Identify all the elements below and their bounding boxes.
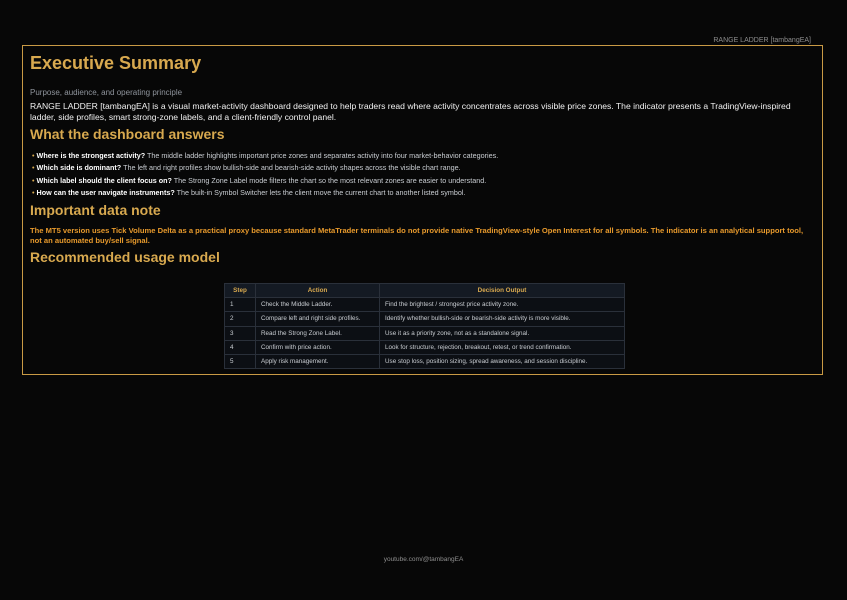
data-note-text: The MT5 version uses Tick Volume Delta as a practical proxy because standard MetaTrader terminals do not provide native TradingView-style Open Interest for all symbols. The indicator is an analytical support tool, not an automated buy/sell signal.	[30, 226, 804, 245]
bullet-icon: •	[32, 151, 35, 160]
intro-paragraph: RANGE LADDER [tambangEA] is a visual market-activity dashboard designed to help traders read where activity concentrates across visible price zones. The indicator presents a TradingView-inspired ladder, side profiles, smart strong-zone labels, and a client-friendly control panel.	[30, 101, 791, 122]
page-title: Executive Summary	[30, 53, 202, 73]
step-cell: 1	[225, 298, 256, 312]
column-header-action: Action	[256, 284, 380, 298]
bullet-icon: •	[32, 163, 35, 173]
column-header-decision-output: Decision Output	[380, 284, 625, 298]
step-cell: 3	[225, 326, 256, 340]
list-item	[30, 150, 815, 162]
bullet-answer: The built-in Symbol Switcher lets the client move the current chart to another listed symbol.	[176, 187, 466, 197]
bullet-answer: The Strong Zone Label mode filters the chart so the most relevant zones are easier to understand.	[173, 175, 487, 185]
list-item	[30, 187, 815, 199]
action-cell: Apply risk management.	[256, 355, 380, 369]
step-cell: 2	[225, 312, 256, 326]
step-cell: 4	[225, 340, 256, 354]
bullet-icon: •	[32, 187, 35, 197]
step-cell: 5	[225, 355, 256, 369]
action-cell: Check the Middle Ladder.	[256, 298, 380, 312]
output-cell: Identify whether bullish-side or bearish-side activity is more visible.	[380, 312, 625, 326]
table-header-row	[225, 284, 625, 298]
bullet-question: Which label should the client focus on?	[36, 175, 172, 185]
action-cell: Read the Strong Zone Label.	[256, 326, 380, 340]
table-row	[225, 340, 625, 354]
bullet-answer: The left and right profiles show bullish-side and bearish-side activity shapes across the visible chart range.	[123, 163, 461, 173]
action-cell: Compare left and right side profiles.	[256, 312, 380, 326]
bullet-question: How can the user navigate instruments?	[36, 187, 175, 197]
list-item	[30, 175, 815, 187]
page-subtitle: Purpose, audience, and operating principle	[30, 88, 183, 97]
usage-heading: Recommended usage model	[30, 248, 220, 265]
output-cell: Look for structure, rejection, breakout, retest, or trend confirmation.	[380, 340, 625, 354]
document-header-tag: RANGE LADDER [tambangEA]	[713, 37, 811, 44]
executive-summary-panel	[22, 45, 823, 375]
output-cell: Use it as a priority zone, not as a standalone signal.	[380, 326, 625, 340]
output-cell: Find the brightest / strongest price activity zone.	[380, 298, 625, 312]
table-row	[225, 326, 625, 340]
list-item	[30, 162, 815, 174]
answers-heading: What the dashboard answers	[30, 126, 225, 142]
action-cell: Confirm with price action.	[256, 340, 380, 354]
answers-list	[30, 150, 815, 199]
table-row	[225, 298, 625, 312]
footer-link: youtube.com/@tambangEA	[383, 556, 464, 563]
table-row	[225, 312, 625, 326]
bullet-icon: •	[32, 175, 35, 185]
output-cell: Use stop loss, position sizing, spread awareness, and session discipline.	[380, 355, 625, 369]
bullet-question: Where is the strongest activity?	[36, 151, 146, 160]
bullet-answer: The middle ladder highlights important price zones and separates activity into four market-behavior categories.	[147, 151, 499, 160]
usage-table	[224, 283, 625, 369]
table-row	[225, 355, 625, 369]
column-header-step: Step	[225, 284, 256, 298]
data-note-heading: Important data note	[30, 202, 161, 219]
bullet-question: Which side is dominant?	[36, 163, 122, 173]
